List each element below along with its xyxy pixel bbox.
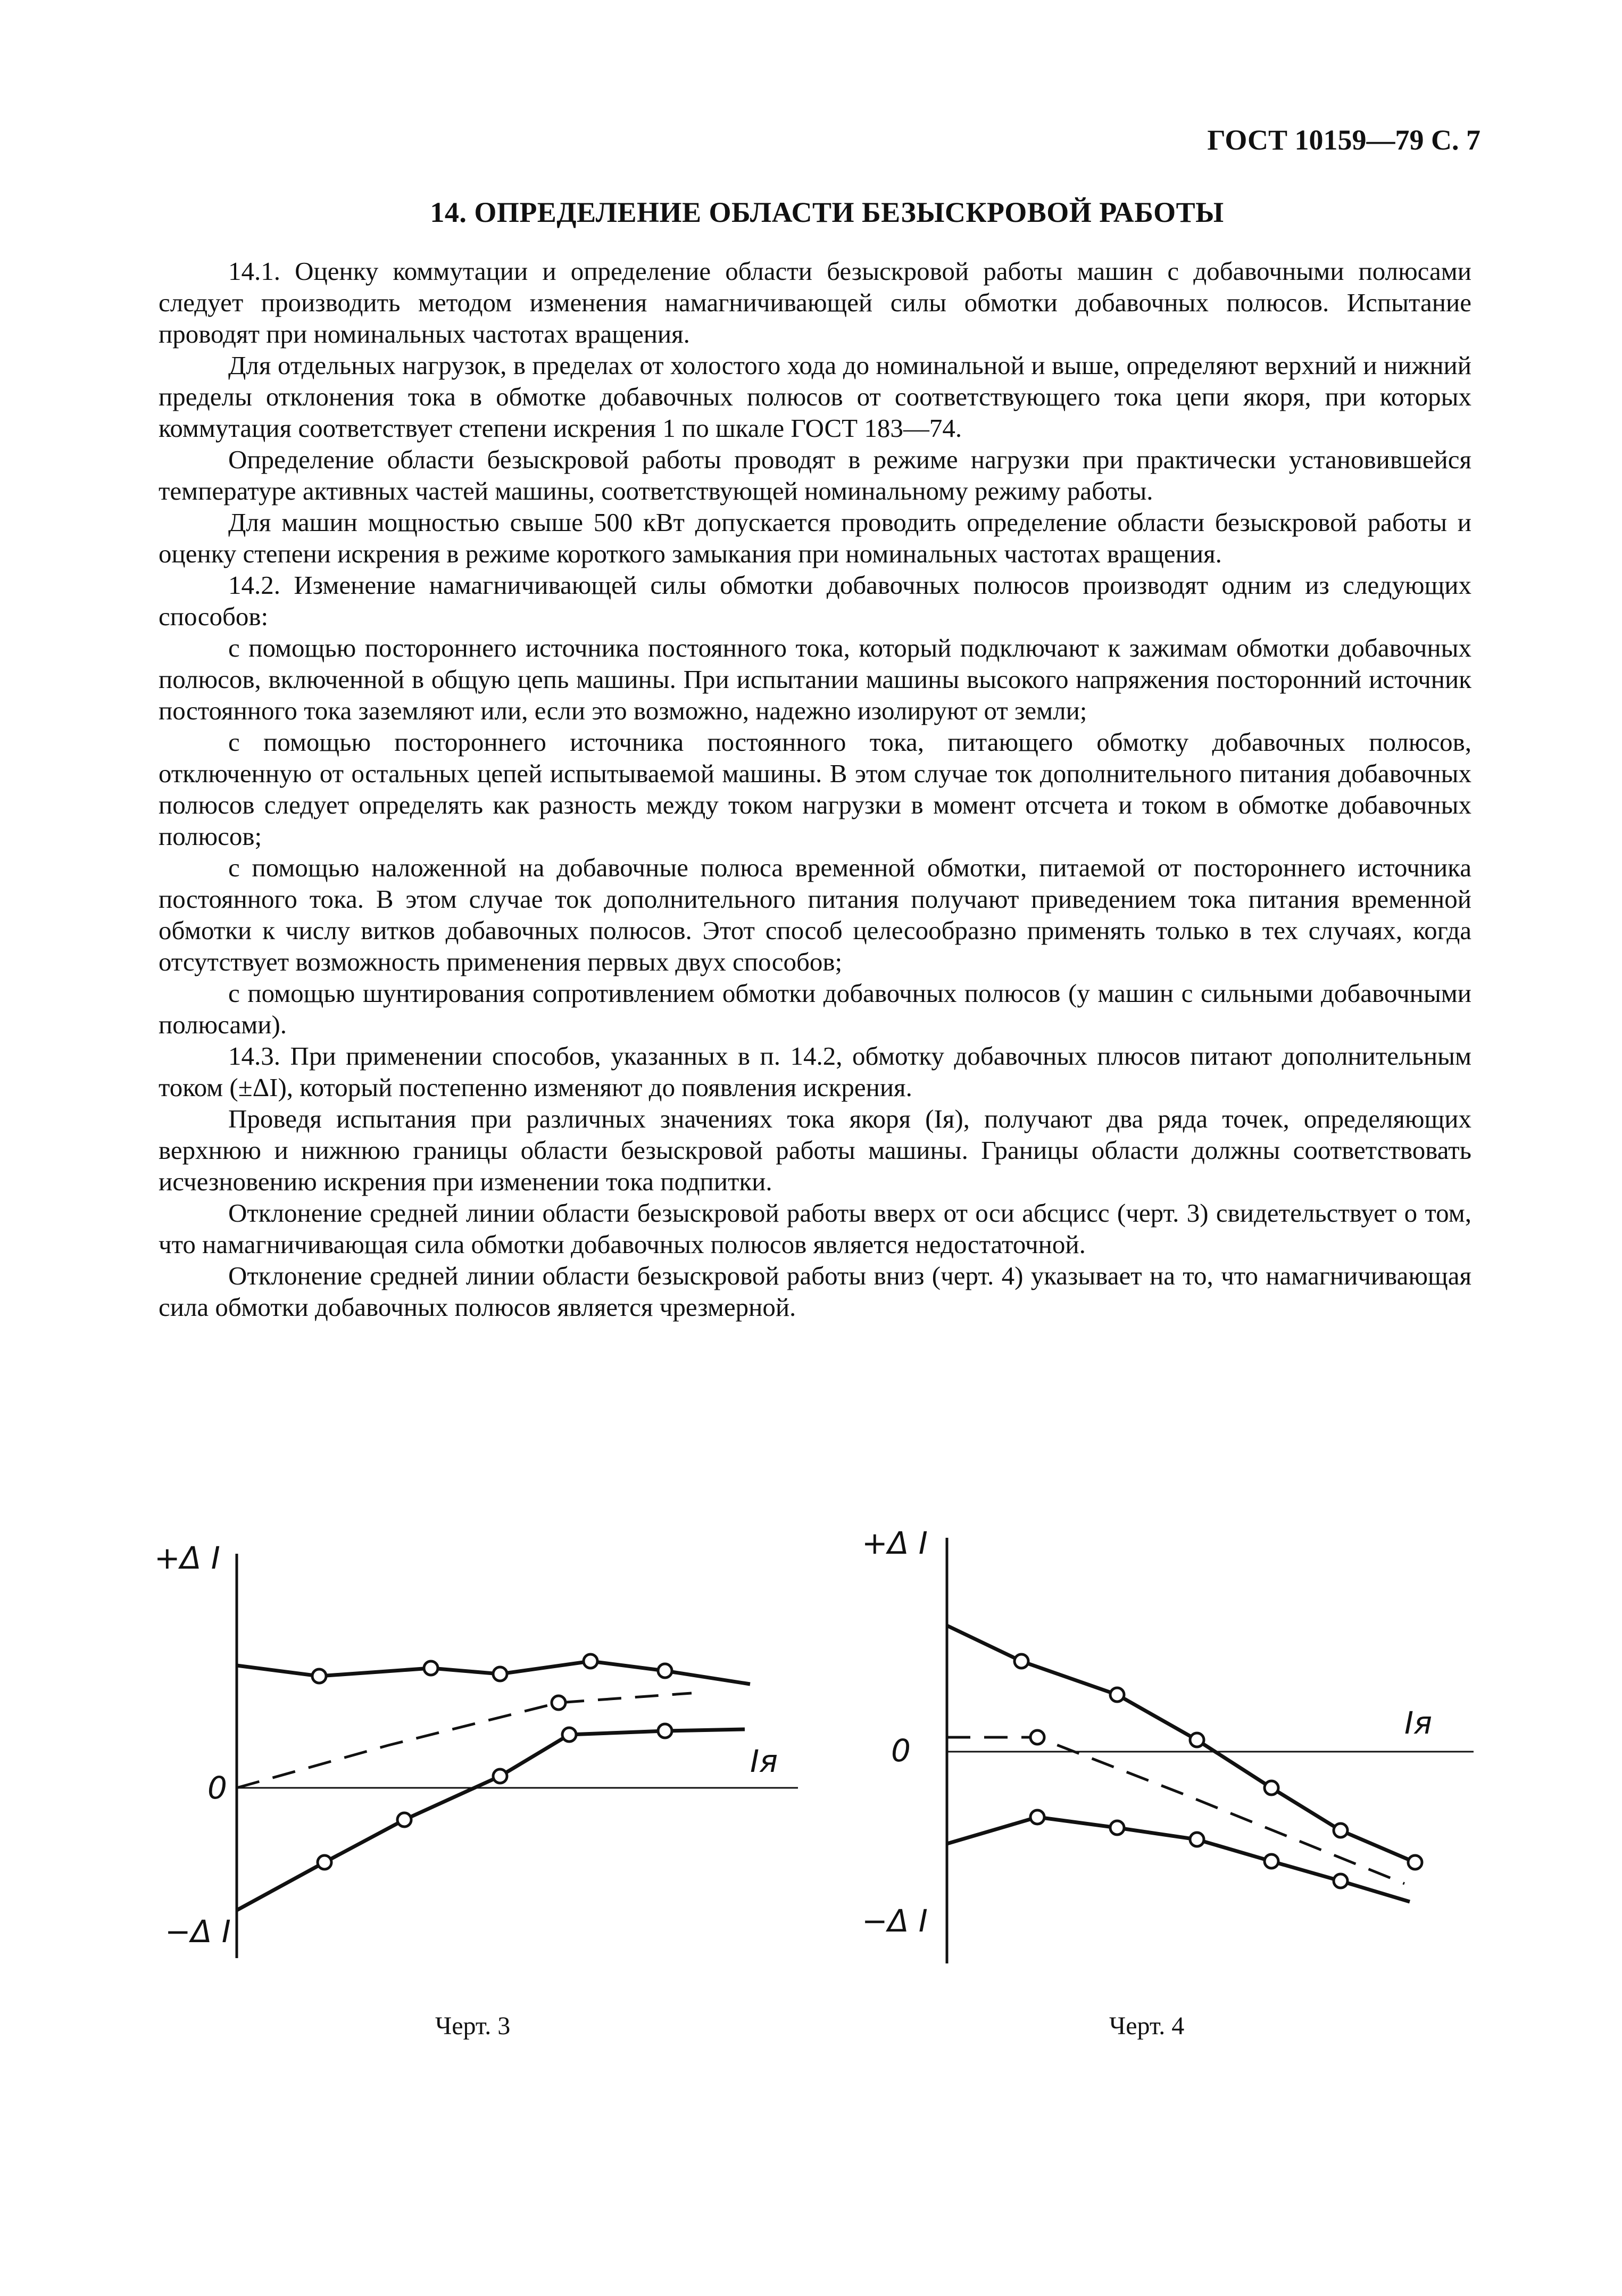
paragraph: Отклонение средней линии области безыскровой работы вверх от оси абсцисс (черт. 3) свидетельствует о том, что намагничивающая сила обмотки добавочных полюсов является недостаточной. <box>159 1198 1471 1259</box>
data-point <box>1014 1654 1028 1668</box>
paragraph: Для машин мощностью свыше 500 кВт допускается проводить определение области безыскровой работы и оценку степени искрения в режиме короткого замыкания при номинальных частотах вращения. <box>159 508 1471 568</box>
paragraph: с помощью постороннего источника постоянного тока, питающего обмотку добавочных полюсов, отключенную от остальных цепей испытываемой машины. В этом случае ток дополнительного питания добавочных полюсов следует определять как разность между током нагрузки в момент отсчета и током в обмотке добавочных полюсов; <box>159 727 1471 851</box>
data-point <box>424 1661 438 1675</box>
paragraph: Для отдельных нагрузок, в пределах от холостого хода до номинальной и выше, определяют верхний и нижний пределы отклонения тока в обмотке добавочных полюсов от соответствующего тока цепи якоря, при которых коммутация соответствует степени искрения 1 по шкале ГОСТ 183—74. <box>159 351 1471 443</box>
figure-3-diagram <box>133 1522 825 1979</box>
paragraph: Определение области безыскровой работы проводят в режиме нагрузки при практически установившейся температуре активных частей машины, соответствующей номинальному режиму работы. <box>159 445 1471 505</box>
data-point <box>1190 1733 1204 1747</box>
section-title-text: 14. ОПРЕДЕЛЕНИЕ ОБЛАСТИ БЕЗЫСКРОВОЙ РАБОТЫ <box>430 196 1224 228</box>
y-top-label: +Δ I <box>154 1540 220 1576</box>
data-point <box>312 1669 326 1683</box>
y-bottom-label: −Δ I <box>165 1913 231 1950</box>
data-point <box>1110 1821 1124 1835</box>
paragraph: 14.2. Изменение намагничивающей силы обмотки добавочных полюсов производят одним из следующих способов: <box>159 570 1471 631</box>
data-point <box>1334 1823 1347 1837</box>
data-point <box>584 1654 597 1668</box>
section-title <box>0 196 1622 229</box>
zero-label: 0 <box>207 1770 227 1806</box>
paragraph: с помощью наложенной на добавочные полюса временной обмотки, питаемой от постороннего источника постоянного тока. В этом случае ток дополнительного питания получают приведением тока питания временной обмотки к числу витков добавочных полюсов. Этот способ целесообразно применять только в тех случаях, когда отсутствует возможность применения первых двух способов; <box>159 853 1471 976</box>
lower-boundary-line <box>237 1729 745 1910</box>
data-point <box>552 1696 565 1710</box>
data-point <box>1110 1688 1124 1702</box>
data-point <box>1334 1874 1347 1888</box>
figure-4-caption: Черт. 4 <box>1109 2012 1185 2040</box>
figure-4 <box>862 1506 1553 1985</box>
figure-3 <box>133 1522 825 1979</box>
data-point <box>658 1664 672 1678</box>
paragraph: Отклонение средней линии области безыскровой работы вниз (черт. 4) указывает на то, что намагничивающая сила обмотки добавочных полюсов является чрезмерной. <box>159 1261 1471 1322</box>
data-point <box>1030 1810 1044 1824</box>
figure-3-caption: Черт. 3 <box>435 2012 511 2040</box>
data-point <box>318 1855 331 1869</box>
paragraph: с помощью шунтирования сопротивлением обмотки добавочных полюсов (у машин с сильными добавочными полюсами). <box>159 979 1471 1039</box>
middle-line <box>947 1737 1404 1884</box>
paragraph: 14.3. При применении способов, указанных в п. 14.2, обмотку добавочных плюсов питают дополнительным током (±ΔI), который постепенно изменяют до появления искрения. <box>159 1041 1471 1102</box>
data-point <box>658 1724 672 1738</box>
figure-4-diagram <box>862 1506 1553 1985</box>
y-bottom-label: −Δ I <box>862 1903 928 1939</box>
data-point <box>1190 1833 1204 1846</box>
y-top-label: +Δ I <box>862 1525 928 1561</box>
data-point <box>1408 1855 1422 1869</box>
middle-line <box>237 1693 692 1788</box>
paragraph: с помощью постороннего источника постоянного тока, который подключают к зажимам обмотки добавочных полюсов, включенной в общую цепь машины. При испытании машины высокого напряжения посторонний источник постоянного тока заземляют или, если это возможно, надежно изолируют от земли; <box>159 633 1471 725</box>
data-point <box>562 1728 576 1742</box>
x-axis-label: Iя <box>750 1743 778 1779</box>
data-point <box>493 1667 507 1681</box>
x-axis-label: Iя <box>1404 1705 1432 1741</box>
data-point <box>397 1813 411 1827</box>
paragraph: Проведя испытания при различных значениях тока якоря (Iя), получают два ряда точек, определяющих верхнюю и нижнюю границы области безыскровой работы машины. Границы области должны соответствовать исчезновению искрения при изменении тока подпитки. <box>159 1104 1471 1196</box>
data-point <box>1265 1854 1278 1868</box>
page-header: ГОСТ 10159—79 С. 7 <box>1207 124 1480 156</box>
zero-label: 0 <box>891 1733 911 1769</box>
paragraph: 14.1. Оценку коммутации и определение области безыскровой работы машин с добавочными полюсами следует производить методом изменения намагничивающей силы обмотки добавочных полюсов. Испытание проводят при номинальных частотах вращения. <box>159 256 1471 349</box>
body-text <box>159 255 1471 1323</box>
data-point <box>493 1769 507 1783</box>
data-point <box>1265 1781 1278 1795</box>
data-point <box>1030 1730 1044 1744</box>
